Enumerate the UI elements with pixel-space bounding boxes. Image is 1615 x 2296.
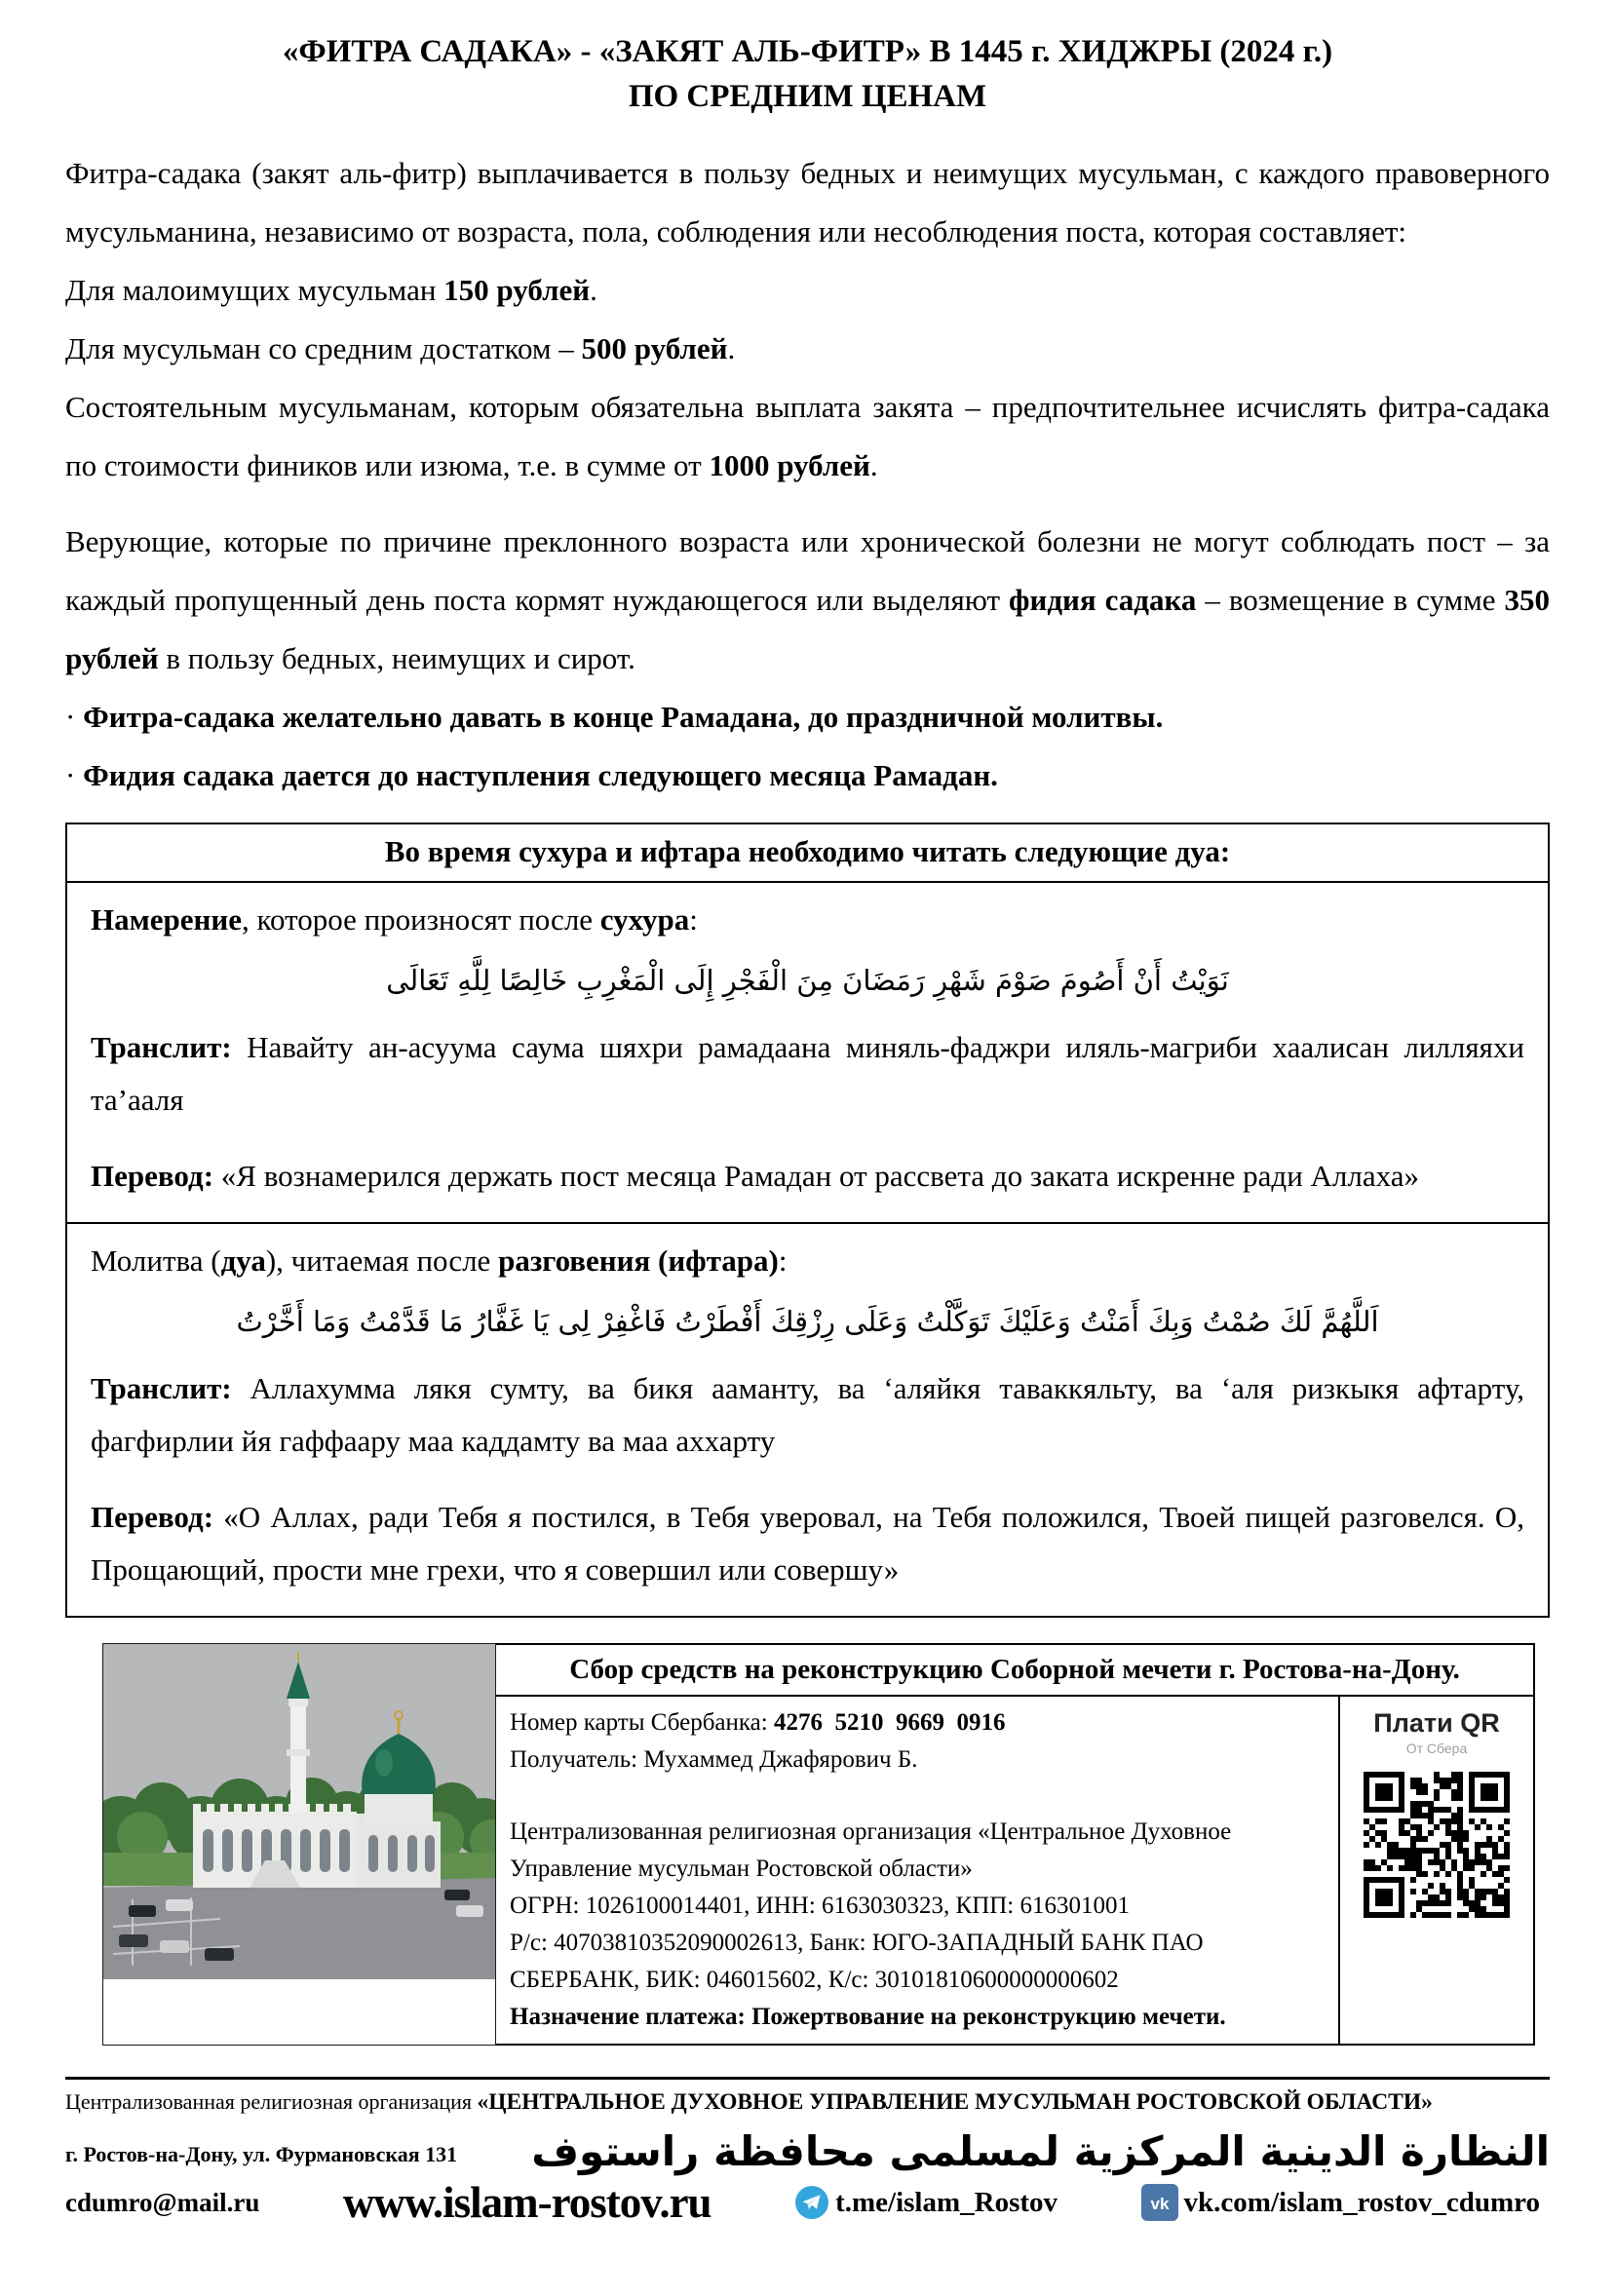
donation-header: Сбор средств на реконструкцию Соборной мечети г. Ростова-на-Дону. <box>496 1645 1533 1697</box>
dua-box-header: Во время сухура и ифтара необходимо читать следующие дуа: <box>67 824 1548 883</box>
bullet-fidya-timing: · Фидия садака дается до наступления следующего месяца Рамадан. <box>65 758 998 792</box>
paragraph-wealthy: Состоятельным мусульманам, которым обязательна выплата закята – предпочтительнее исчислять фитра-садака по стоимости фиников или изюма, т.е. в сумме от 1000 рублей. <box>65 390 1550 482</box>
org-line: Централизованная религиозная организация «Центральное Духовное Управление мусульман Ростовской области» <box>510 1818 1232 1882</box>
paragraph-low-income: Для малоимущих мусульман 150 рублей. <box>65 273 597 307</box>
footer-telegram-handle: t.me/islam_Rostov <box>835 2186 1058 2218</box>
vk-icon <box>1141 2184 1178 2221</box>
footer-org-prefix: Централизованная религиозная организация <box>65 2089 478 2114</box>
footer-org-name: «ЦЕНТРАЛЬНОЕ ДУХОВНОЕ УПРАВЛЕНИЕ МУСУЛЬМАН РОСТОВСКОЙ ОБЛАСТИ» <box>477 2089 1433 2115</box>
bullet-fitra-timing: · Фитра-садака желательно давать в конце Рамадана, до праздничной молитвы. <box>65 700 1164 734</box>
qr-logo-subtitle: От Сбера <box>1405 1741 1468 1756</box>
paragraph-fidya: Верующие, которые по причине преклонного возраста или хронической болезни не могут соблюдать пост – за каждый пропущенный день поста кормят нуждающегося или выделяют фидия садака – возмещение в сумме 350 рублей в пользу бедных, неимущих и сирот. <box>65 524 1551 675</box>
payment-purpose-line: Назначение платежа: Пожертвование на реконструкцию мечети. <box>510 2004 1226 2030</box>
dua-suhur-translation: Перевод: «Я вознамерился держать пост месяца Рамадан от рассвета до заката искренне ради Аллаха» <box>91 1159 1419 1193</box>
page-title <box>65 29 1550 119</box>
dua-section-iftar <box>67 1222 1548 1616</box>
footer-divider <box>65 2077 1550 2080</box>
registration-line: ОГРН: 1026100014401, ИНН: 6163030323, КПП: 616301001 <box>510 1893 1130 1919</box>
title-line2: ПО СРЕДНИМ ЦЕНАМ <box>628 79 987 114</box>
paragraph-middle-income: Для мусульман со средним достатком – 500 рублей. <box>65 331 736 365</box>
paragraph-intro: Фитра-садака (закят аль-фитр) выплачивается в пользу бедных и неимущих мусульман, с каждого правоверного мусульманина, независимо от возраста, пола, соблюдения или несоблюдения поста, которая составляет: <box>65 156 1550 249</box>
qr-code-icon <box>1364 1772 1510 1918</box>
donation-details <box>496 1697 1338 2044</box>
recipient-line: Получатель: Мухаммед Джафярович Б. <box>510 1746 918 1773</box>
footer-org-line <box>65 2087 1550 2117</box>
footer-email-link[interactable]: cdumro@mail.ru <box>65 2187 260 2217</box>
telegram-icon <box>794 2185 829 2220</box>
footer-vk-handle: vk.com/islam_rostov_cdumro <box>1183 2186 1540 2218</box>
footer-address: г. Ростов-на-Дону, ул. Фурмановская 131 <box>65 2142 458 2166</box>
svg-text:vk: vk <box>1150 2195 1170 2213</box>
plati-qr-logo: Плати QR <box>1373 1708 1500 1738</box>
dua-suhur-translit: Транслит: Навайту ан-асуума саума шяхри рамадаана миняль-фаджри иляль-магриби хаалисан лилляяхи та’ааля <box>91 1030 1524 1117</box>
donation-section <box>102 1643 1535 2046</box>
dua-section-suhur <box>67 883 1548 1222</box>
dua-suhur-intro: Намерение, которое произносят после сухура: <box>91 902 698 937</box>
dua-iftar-translation: Перевод: «О Аллах, ради Тебя я постился, в Тебя уверовал, на Тебя положился, Твоей пищей разговелся. О, Прощающий, прости мне грехи, что я совершил или совершу» <box>91 1500 1524 1587</box>
footer <box>65 2077 1550 2228</box>
footer-website-link[interactable]: www.islam-rostov.ru <box>342 2178 711 2227</box>
mosque-image <box>102 1643 496 2046</box>
footer-telegram[interactable] <box>794 2185 1057 2220</box>
donation-box <box>496 1643 1535 2046</box>
dua-box <box>65 823 1550 1618</box>
dua-iftar-intro: Молитва (дуа), читаемая после разговения (ифтара): <box>91 1244 788 1278</box>
card-number-line: Номер карты Сбербанка: 4276 5210 9669 0916 <box>510 1709 1006 1736</box>
dua-iftar-translit: Транслит: Аллахумма лякя сумту, ва бикя ааманту, ва ‘аляйкя таваккяльту, ва ‘аля ризкыкя афтарту, фагфирлии йя гаффаару маа каддамту ва маа аххарту <box>91 1371 1524 1458</box>
qr-panel <box>1338 1697 1533 2044</box>
dua-suhur-arabic-text: نَوَيْتُ أَنْ أَصُومَ صَوْمَ شَهْرِ رَمَضَانَ مِنَ الْفَجْرِ إِلَى الْمَغْرِبِ خَالِصًا لِلَّهِ تَعَالَى <box>386 964 1229 997</box>
footer-vk[interactable] <box>1141 2184 1540 2221</box>
account-line: Р/с: 40703810352090002613, Банк: ЮГО-ЗАПАДНЫЙ БАНК ПАО СБЕРБАНК, БИК: 046015602, К/с: 30101810600000000602 <box>510 1930 1204 1993</box>
footer-arabic-name: النظارة الدينية المركزية لمسلمى محافظة راستوف <box>531 2127 1550 2175</box>
dua-iftar-arabic-text: اَللَّهُمَّ لَكَ صُمْتُ وَبِكَ أَمَنْتُ وَعَلَيْكَ تَوَكَّلْتُ وَعَلَى رِزْقِكَ أَفْطَرْتُ فَاغْفِرْ لِى يَا غَفَّارُ مَا قَدَّمْتُ وَمَا أَخَّرْتُ <box>236 1305 1379 1338</box>
title-line1: «ФИТРА САДАКА» - «ЗАКЯТ АЛЬ-ФИТР» В 1445 г. ХИДЖРЫ (2024 г.) <box>282 34 1333 69</box>
